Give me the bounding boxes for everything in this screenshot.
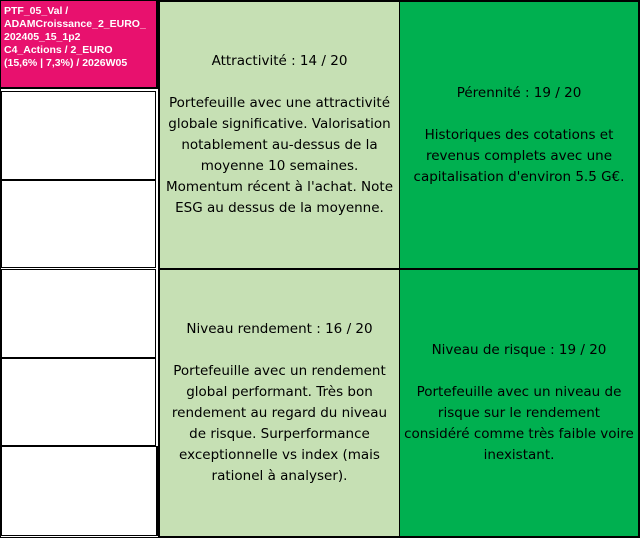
portfolio-id-line: 202405_15_1p2 xyxy=(4,31,81,43)
portfolio-id-line: (15,6% | 7,3%) / 2026W05 xyxy=(4,57,128,69)
empty-cell[interactable] xyxy=(1,269,156,358)
portfolio-id-line: PTF_05_Val / xyxy=(4,5,69,17)
risque-card[interactable] xyxy=(399,268,639,537)
perennite-card[interactable] xyxy=(399,1,639,269)
perennite-title: Pérennité : 19 / 20 xyxy=(456,84,582,101)
risque-description: Portefeuille avec un niveau de risque sur le rendement considéré comme très faible voire inexistant. xyxy=(404,384,634,463)
risque-title: Niveau de risque : 19 / 20 xyxy=(431,342,607,358)
empty-cell[interactable] xyxy=(1,180,156,268)
portfolio-id-cell[interactable] xyxy=(1,1,158,89)
left-column xyxy=(1,1,159,537)
empty-cell[interactable] xyxy=(1,358,156,446)
perennite-description: Historiques des cotations et revenus complets avec une capitalisation d'environ 5.5 G€. xyxy=(413,126,625,185)
portfolio-id-line: ADAMCroissance_2_EURO_ xyxy=(4,18,146,30)
empty-cell[interactable] xyxy=(1,446,158,536)
empty-cell[interactable] xyxy=(1,91,156,180)
rendement-card[interactable] xyxy=(158,268,400,537)
rendement-description: Portefeuille avec un rendement global performant. Très bon rendement au regard du niveau de risque. Surperformance exceptionnelle vs index (mais rationel à analyser). xyxy=(171,363,388,484)
rendement-title: Niveau rendement : 16 / 20 xyxy=(186,321,373,337)
attractivite-card[interactable] xyxy=(158,1,400,269)
attractivite-title: Attractivité : 14 / 20 xyxy=(211,53,348,69)
attractivite-description: Portefeuille avec une attractivité globale significative. Valorisation notablement au-dessus de la moyenne 10 semaines. Momentum récent à l'achat. Note ESG au dessus de la moyenne. xyxy=(165,95,394,216)
portfolio-id-line: C4_Actions / 2_EURO xyxy=(4,44,113,56)
